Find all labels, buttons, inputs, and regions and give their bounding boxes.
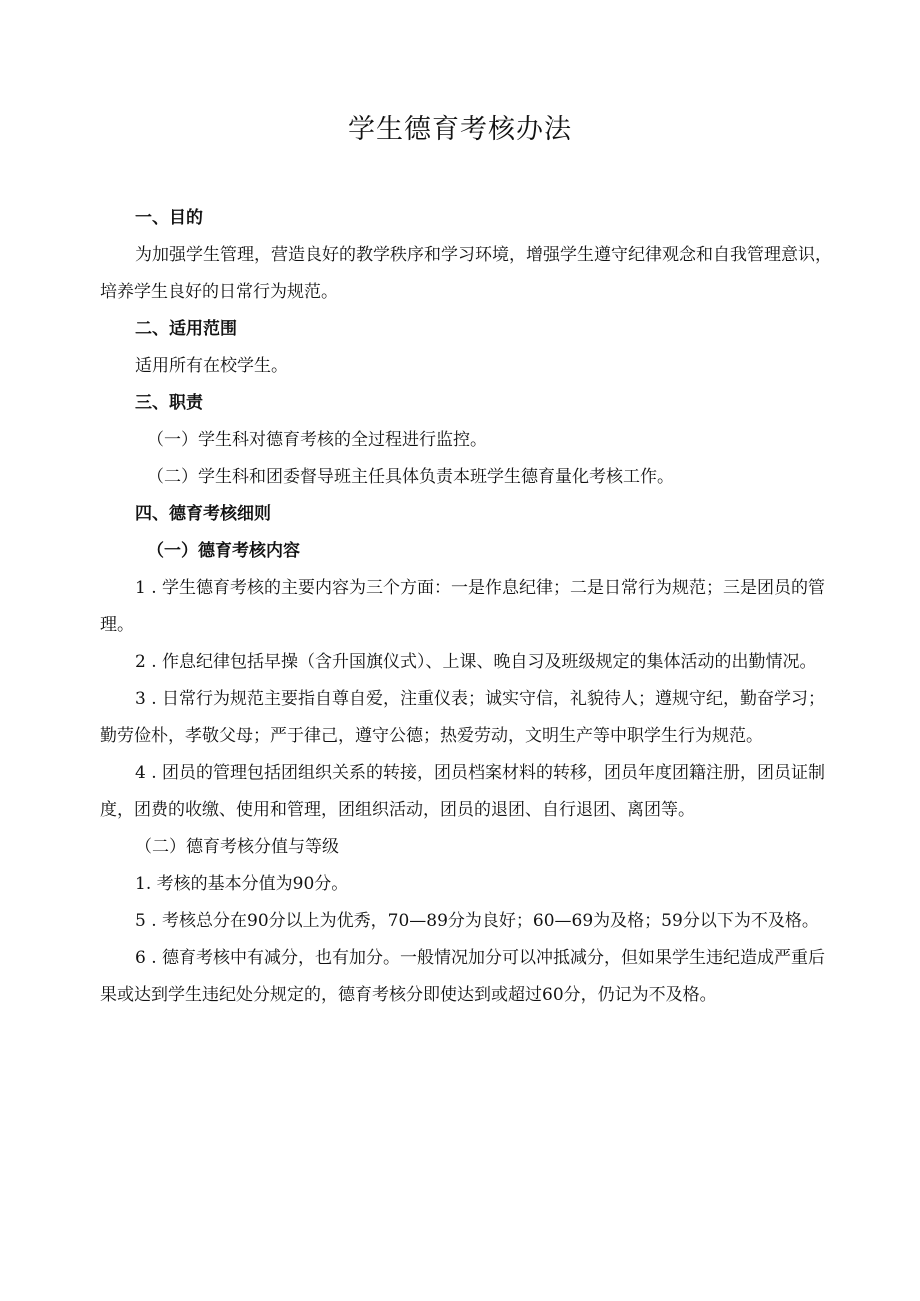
score-paragraph-5: 5 . 考核总分在90分以上为优秀，70—89分为良好；60—69为及格；59分以下为不及格。 <box>135 911 819 931</box>
section-heading-duties: 三、职责 <box>135 393 203 413</box>
score-paragraph-1: 1. 考核的基本分值为90分。 <box>135 874 349 894</box>
duty-item-2: （二）学生科和团委督导班主任具体负责本班学生德育量化考核工作。 <box>147 467 674 487</box>
score-paragraph-6: 6 . 德育考核中有减分，也有加分。一般情况加分可以冲抵减分，但如果学生违纪造成严重后果或达到学生违纪处分规定的，德育考核分即使达到或超过60分，仍记为不及格。 <box>100 948 826 1005</box>
section-heading-rules: 四、德育考核细则 <box>135 504 271 524</box>
section-heading-purpose: 一、目的 <box>135 208 203 228</box>
section-heading-scope: 二、适用范围 <box>135 319 237 339</box>
subsection-heading-content: （一）德育考核内容 <box>147 541 300 561</box>
duty-item-1: （一）学生科对德育考核的全过程进行监控。 <box>147 430 487 450</box>
rule-paragraph-4: 4 . 团员的管理包括团组织关系的转接，团员档案材料的转移，团员年度团籍注册，团员证制度，团费的收缴、使用和管理，团组织活动，团员的退团、自行退团、离团等。 <box>100 763 826 820</box>
rule-paragraph-2: 2 . 作息纪律包括早操（含升国旗仪式）、上课、晚自习及班级规定的集体活动的出勤情况。 <box>135 652 817 672</box>
paragraph-scope: 适用所有在校学生。 <box>135 356 288 376</box>
paragraph-purpose: 为加强学生管理，营造良好的教学秩序和学习环境，增强学生遵守纪律观念和自我管理意识，培养学生良好的日常行为规范。 <box>100 245 832 302</box>
document-title: 学生德育考核办法 <box>348 114 572 145</box>
subsection-heading-scores: （二）德育考核分值与等级 <box>135 837 339 857</box>
rule-paragraph-3: 3 . 日常行为规范主要指自尊自爱，注重仪表；诚实守信，礼貌待人；遵规守纪，勤奋学习；勤劳俭朴，孝敬父母；严于律己，遵守公德；热爱劳动，文明生产等中职学生行为规范。 <box>100 689 826 746</box>
rule-paragraph-1: 1 . 学生德育考核的主要内容为三个方面：一是作息纪律；二是日常行为规范；三是团员的管理。 <box>100 578 826 635</box>
document-body <box>100 200 832 1014</box>
